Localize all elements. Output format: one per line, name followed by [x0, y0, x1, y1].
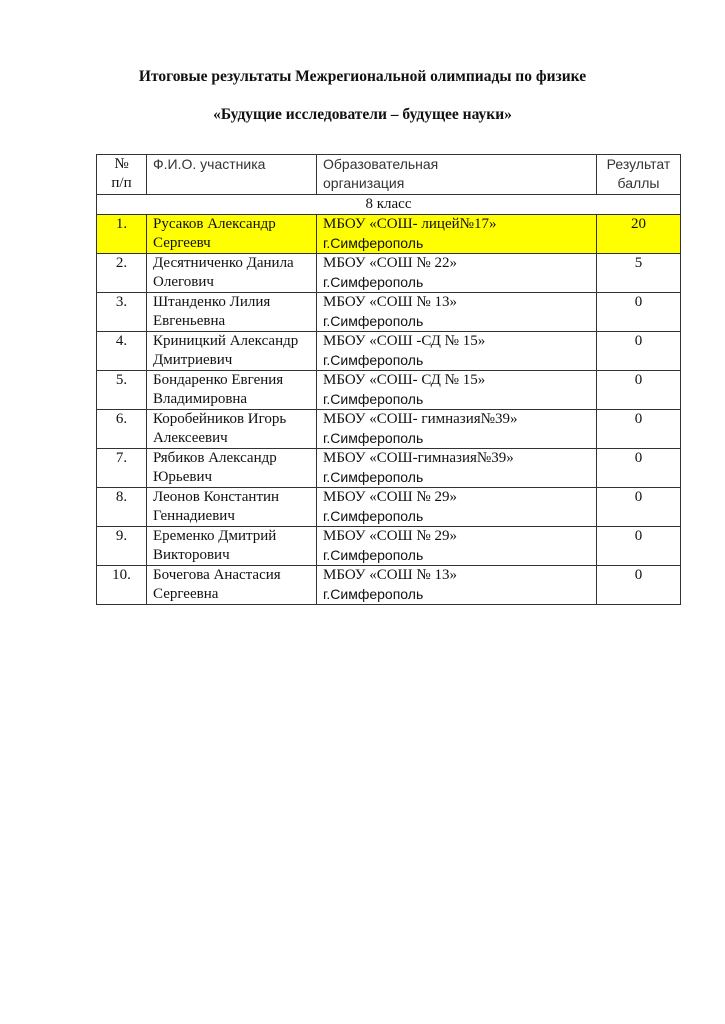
participant-patronymic: Сергеевч [153, 235, 211, 251]
organization [317, 332, 597, 371]
score: 0 [597, 410, 681, 449]
participant-surname-name: Штанденко Лилия [153, 294, 271, 310]
header-result-line1: Результат [606, 156, 671, 172]
participant-name [147, 410, 317, 449]
participant-patronymic: Алексеевич [153, 430, 228, 446]
participant-patronymic: Дмитриевич [153, 352, 233, 368]
document-title: Итоговые результаты Межрегиональной олимпиады по физике [138, 68, 587, 85]
table-row [97, 293, 681, 332]
organization-city: г.Симферополь [323, 352, 424, 368]
header-name: Ф.И.О. участника [147, 155, 317, 195]
header-number-line2: п/п [111, 175, 132, 191]
participant-name [147, 527, 317, 566]
organization-school: МБОУ «СОШ № 29» [323, 489, 457, 505]
organization-school: МБОУ «СОШ- лицей№17» [323, 216, 497, 232]
organization-city: г.Симферополь [323, 430, 424, 446]
organization-city: г.Симферополь [323, 313, 424, 329]
participant-surname-name: Русаков Александр [153, 216, 276, 232]
row-number: 3. [97, 293, 147, 332]
score: 0 [597, 527, 681, 566]
score: 0 [597, 332, 681, 371]
organization [317, 449, 597, 488]
organization-city: г.Симферополь [323, 274, 424, 290]
organization-city: г.Симферополь [323, 547, 424, 563]
table-header-row [97, 155, 681, 195]
participant-patronymic: Евгеньевна [153, 313, 226, 329]
header-number-line1: № [114, 156, 129, 172]
participant-surname-name: Бочегова Анастасия [153, 567, 281, 583]
organization-city: г.Симферополь [323, 469, 424, 485]
participant-patronymic: Викторович [153, 547, 230, 563]
organization [317, 254, 597, 293]
participant-name [147, 488, 317, 527]
score: 20 [597, 215, 681, 254]
header-number [97, 155, 147, 195]
organization [317, 527, 597, 566]
organization-city: г.Симферополь [323, 586, 424, 602]
header-result-line2: баллы [617, 175, 660, 191]
table-row [97, 488, 681, 527]
score: 0 [597, 293, 681, 332]
organization [317, 410, 597, 449]
table-row [97, 410, 681, 449]
participant-surname-name: Леонов Константин [153, 489, 280, 505]
organization-school: МБОУ «СОШ -СД № 15» [323, 333, 486, 349]
participant-patronymic: Олегович [153, 274, 214, 290]
olympiad-name: «Будущие исследователи – будущее науки» [213, 106, 512, 123]
organization [317, 371, 597, 410]
score: 0 [597, 566, 681, 605]
participant-patronymic: Геннадиевич [153, 508, 235, 524]
participant-patronymic: Юрьевич [153, 469, 213, 485]
score: 0 [597, 488, 681, 527]
participant-surname-name: Десятниченко Данила [153, 255, 294, 271]
participant-name [147, 254, 317, 293]
participant-surname-name: Рябиков Александр [153, 450, 277, 466]
organization-school: МБОУ «СОШ № 13» [323, 567, 457, 583]
organization-city: г.Симферополь [323, 235, 424, 251]
grade-label: 8 класс [97, 195, 681, 215]
score: 0 [597, 449, 681, 488]
organization [317, 215, 597, 254]
row-number: 10. [97, 566, 147, 605]
participant-surname-name: Коробейников Игорь [153, 411, 287, 427]
row-number: 4. [97, 332, 147, 371]
participant-patronymic: Сергеевна [153, 586, 219, 602]
organization-city: г.Симферополь [323, 508, 424, 524]
table-row [97, 449, 681, 488]
participant-patronymic: Владимировна [153, 391, 248, 407]
organization-school: МБОУ «СОШ № 22» [323, 255, 457, 271]
row-number: 5. [97, 371, 147, 410]
score: 5 [597, 254, 681, 293]
table-row [97, 566, 681, 605]
table-row [97, 332, 681, 371]
row-number: 8. [97, 488, 147, 527]
header-organization-line1: Образовательная [323, 156, 439, 172]
participant-name [147, 293, 317, 332]
participant-name [147, 332, 317, 371]
organization-school: МБОУ «СОШ- СД № 15» [323, 372, 486, 388]
score: 0 [597, 371, 681, 410]
participant-name [147, 371, 317, 410]
header-organization-line2: организация [323, 175, 405, 191]
row-number: 1. [97, 215, 147, 254]
row-number: 6. [97, 410, 147, 449]
participant-surname-name: Еременко Дмитрий [153, 528, 277, 544]
organization [317, 293, 597, 332]
organization [317, 566, 597, 605]
organization-city: г.Симферополь [323, 391, 424, 407]
participant-surname-name: Бондаренко Евгения [153, 372, 284, 388]
participant-name [147, 215, 317, 254]
organization-school: МБОУ «СОШ- гимназия№39» [323, 411, 518, 427]
row-number: 2. [97, 254, 147, 293]
header-organization [317, 155, 597, 195]
organization-school: МБОУ «СОШ № 13» [323, 294, 457, 310]
organization-school: МБОУ «СОШ № 29» [323, 528, 457, 544]
table-row [97, 215, 681, 254]
row-number: 7. [97, 449, 147, 488]
participant-surname-name: Криницкий Александр [153, 333, 299, 349]
grade-row [97, 195, 681, 215]
header-result [597, 155, 681, 195]
table-row [97, 527, 681, 566]
table-row [97, 371, 681, 410]
row-number: 9. [97, 527, 147, 566]
organization [317, 488, 597, 527]
organization-school: МБОУ «СОШ-гимназия№39» [323, 450, 514, 466]
participant-name [147, 566, 317, 605]
table-row [97, 254, 681, 293]
results-table [96, 154, 681, 605]
participant-name [147, 449, 317, 488]
